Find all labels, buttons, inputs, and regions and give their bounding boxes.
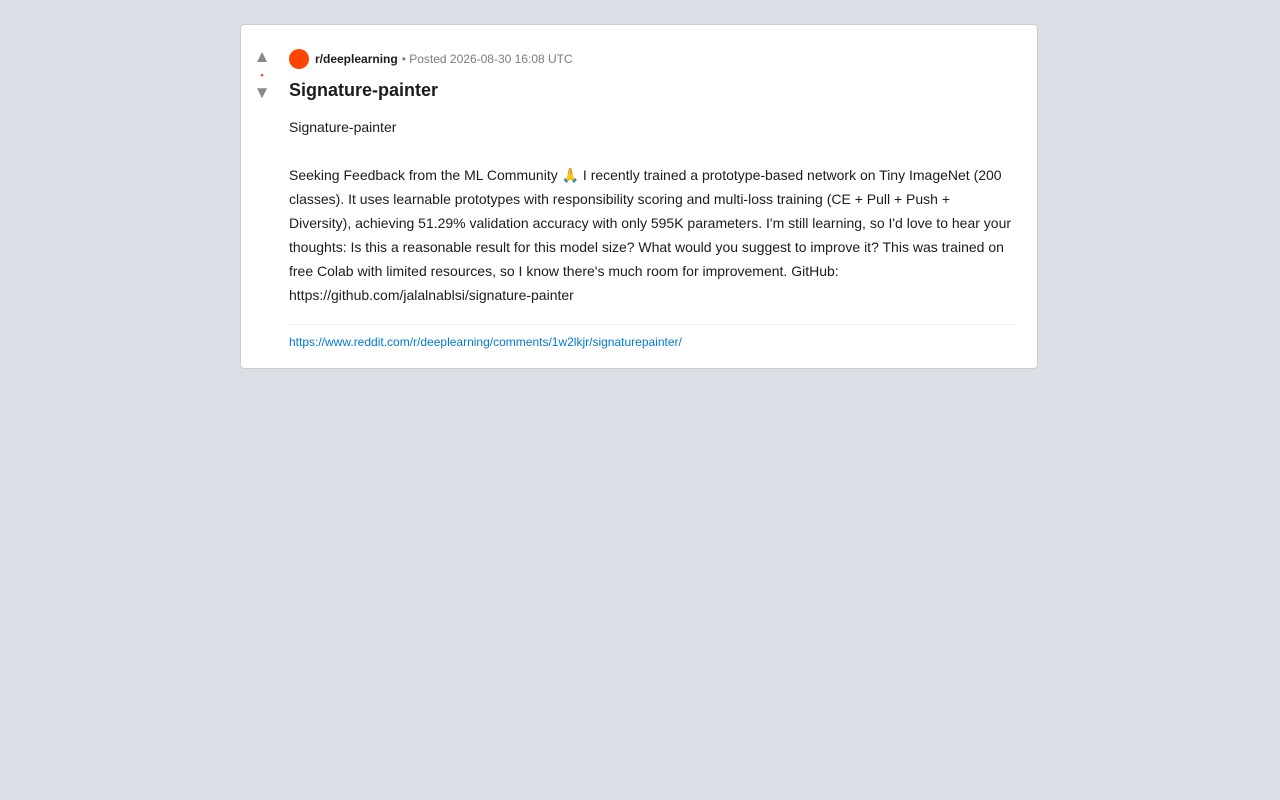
post-body — [289, 115, 1016, 307]
arrow-up-icon[interactable]: ▲ — [253, 47, 271, 66]
permalink-link[interactable]: https://www.reddit.com/r/deeplearning/comments/1w2lkjr/signaturepainter/ — [289, 335, 682, 349]
post-card — [240, 24, 1038, 369]
vote-score: • — [260, 70, 264, 80]
arrow-down-icon[interactable]: ▼ — [253, 83, 271, 102]
post-meta — [289, 49, 1016, 69]
post-content — [289, 49, 1016, 351]
subreddit-link[interactable]: r/deeplearning — [315, 52, 398, 66]
post-timestamp: • Posted 2026-08-30 16:08 UTC — [401, 52, 573, 66]
vote-column — [241, 47, 283, 103]
subreddit-avatar[interactable] — [289, 49, 309, 69]
body-paragraph: Signature-painter — [289, 119, 397, 135]
post-title[interactable]: Signature-painter — [289, 80, 439, 100]
divider — [289, 324, 1016, 325]
body-paragraph: Seeking Feedback from the ML Community 🙏 I recently trained a prototype-based network on Tiny ImageNet (200 classes). It uses learnable prototypes with responsibility scoring and multi-loss training (CE + Pull + Push + Diversity), achieving 51.29% validation accuracy with only 595K parameters. I'm still learning, so I'd love to hear your thoughts: Is this a reasonable result for this model size? What would you suggest to improve it? This was trained on free Colab with limited resources, so I know there's much room for improvement. GitHub: https://github.com/jalalnablsi/signature-painter — [289, 167, 1012, 303]
